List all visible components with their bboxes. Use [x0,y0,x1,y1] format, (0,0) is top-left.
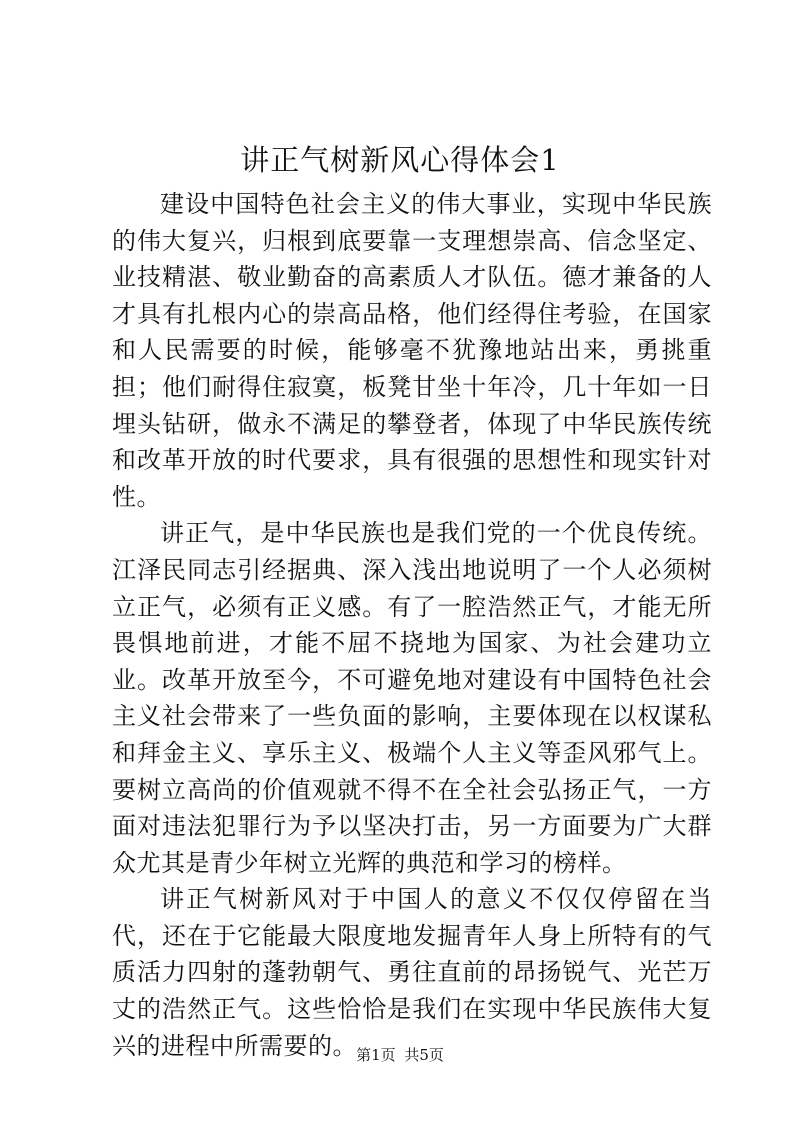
paragraph-2: 讲正气，是中华民族也是我们党的一个优良传统。江泽民同志引经据典、深入浅出地说明了一个人必须树立正气，必须有正义感。有了一腔浩然正气，才能无所畏惧地前进，才能不屈不挠地为国家、为社会建功立业。改革开放至今，不可避免地对建设有中国特色社会主义社会带来了一些负面的影响，主要体现在以权谋私和拜金主义、享乐主义、极端个人主义等歪风邪气上。要树立高尚的价值观就不得不在全社会弘扬正气，一方面对违法犯罪行为予以坚决打击，另一方面要为广大群众尤其是青少年树立光辉的典范和学习的榜样。 [112,519,712,877]
page-footer [0,1045,800,1065]
page-number: 第1页 [356,1046,396,1064]
page-total: 共5页 [404,1046,444,1064]
document-body [112,186,712,1064]
paragraph-3: 讲正气树新风对于中国人的意义不仅仅停留在当代，还在于它能最大限度地发掘青年人身上所特有的气质活力四射的蓬勃朝气、勇往直前的昂扬锐气、光芒万丈的浩然正气。这些恰恰是我们在实现中华民族伟大复兴的进程中所需要的。 [112,885,712,1060]
paragraph-1: 建设中国特色社会主义的伟大事业，实现中华民族的伟大复兴，归根到底要靠一支理想崇高、信念坚定、业技精湛、敬业勤奋的高素质人才队伍。德才兼备的人才具有扎根内心的崇高品格，他们经得住考验，在国家和人民需要的时候，能够毫不犹豫地站出来，勇挑重担；他们耐得住寂寞，板凳甘坐十年冷，几十年如一日埋头钻研，做永不满足的攀登者，体现了中华民族传统和改革开放的时代要求，具有很强的思想性和现实针对性。 [112,190,712,511]
document-title: 讲正气树新风心得体会1 [240,143,560,177]
